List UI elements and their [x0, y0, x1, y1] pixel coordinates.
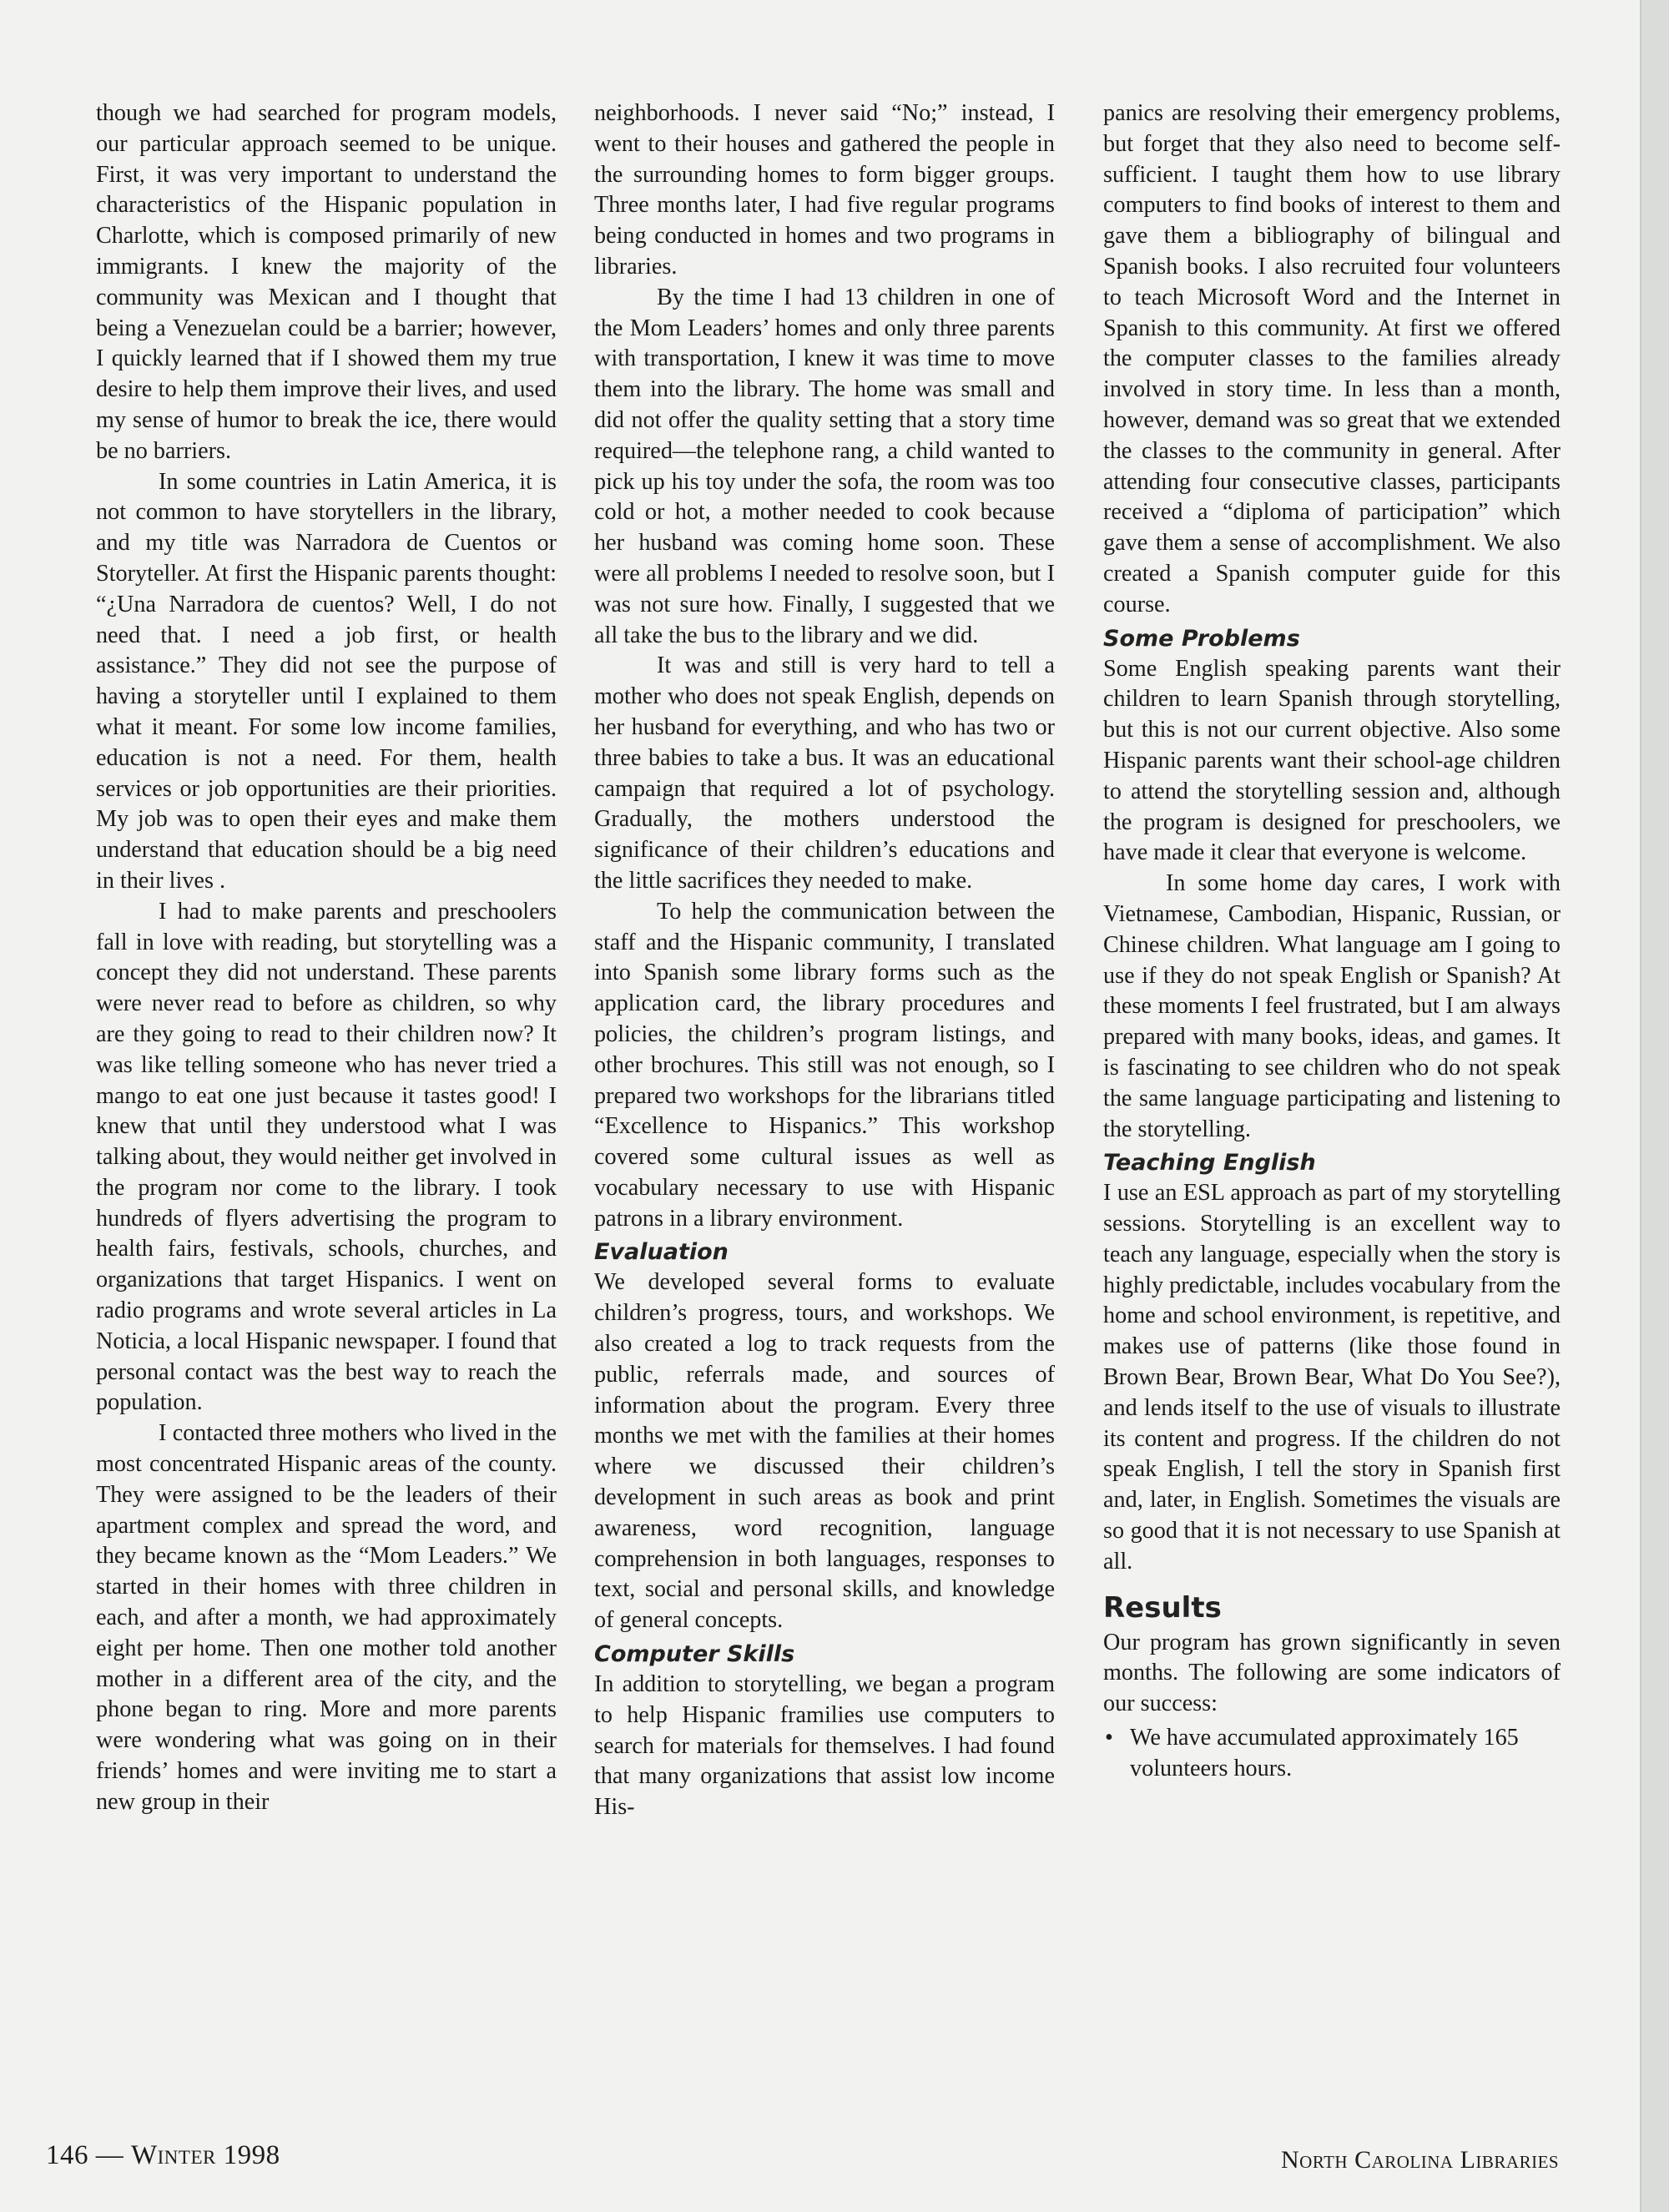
issue-season: Winter 1998: [131, 2140, 280, 2170]
results-list: [1103, 1723, 1561, 1785]
paragraph: Some English speaking parents want their children to learn Spanish through storytelling, but this is not our current objective. Also some Hispanic parents want their school-age children to attend the storytelling session and, although the program is designed for preschoolers, we have made it clear that everyone is welcome.: [1103, 655, 1561, 866]
paragraph: I use an ESL approach as part of my storytelling sessions. Storytelling is an excellent way to teach any language, especially when the story is highly predictable, includes vocabulary from the home and school environment, is repetitive, and makes use of patterns (like those found in Brown Bear, Brown Bear, What Do You See?), and lends itself to the use of visuals to illustrate its content and progress. If the children do not speak English, I tell the story in Spanish first and, later, in English. Sometimes the visuals are so good that it is not necessary to use Spanish at all.: [1103, 1180, 1561, 1575]
paragraph: It was and still is very hard to tell a mother who does not speak English, depends on her husband for everything, and who has two or three babies to take a bus. It was an educational campaign that required a lot of psychology. Gradually, the mothers understood the significance of their children’s educations and the little sacrifices they needed to make.: [594, 653, 1055, 894]
paragraph: panics are resolving their emergency problems, but forget that they also need to become self-sufficient. I taught them how to use library computers to find books of interest to them and gave them a bibliography of bilingual and Spanish books. I also recruited four volunteers to teach Microsoft Word and the Internet in Spanish to this community. At first we offered the computer classes to the families already involved in story time. In less than a month, however, demand was so great that we extended the classes to the community in general. After attending four consecutive classes, participants received a “diploma of participation” which gave them a sense of accomplishment. We also created a Spanish computer guide for this course.: [1103, 100, 1561, 617]
folio-dash: —: [95, 2140, 124, 2170]
page-number: 146: [46, 2140, 88, 2170]
bullet-icon: •: [1105, 1725, 1113, 1751]
paragraph: In some countries in Latin America, it is not common to have storytellers in the library, and my title was Narradora de Cuentos or Storyteller. At first the Hispanic parents thought: “¿Una Narradora de cuentos? Well, I do not need that. I need a job first, or health assistance.” They did not see the purpose of having a storyteller until I explained to them what it meant. For some low income families, education is not a need. For them, health services or job opportunities are their priorities. My job was to open their eyes and make them understand that education should be a big need in their lives .: [96, 468, 557, 894]
text-column-2: [594, 98, 1055, 1823]
section-heading-computer-skills: Computer Skills: [594, 1641, 795, 1668]
text-column-3: [1103, 98, 1561, 1785]
paragraph: neighborhoods. I never said “No;” instead, I went to their houses and gathered the people in the surrounding homes to form bigger groups. Three months later, I had five regular programs being conducted in homes and two programs in libraries.: [594, 100, 1055, 280]
paragraph: I had to make parents and preschoolers fall in love with reading, but storytelling was a concept they did not understand. These parents were never read to before as children, so why are they going to read to their children now? It was like telling someone who has never tried a mango to eat one just because it tastes good! I knew that until they understood what I was talking about, they would neither get involved in the program nor come to the library. I took hundreds of flyers advertising the program to health fairs, festivals, schools, churches, and organizations that target Hispanics. I went on radio programs and wrote several articles in La Noticia, a local Hispanic newspaper. I found that personal contact was the best way to reach the population.: [96, 898, 557, 1416]
list-item: [1103, 1723, 1561, 1785]
section-heading-teaching-english: Teaching English: [1103, 1150, 1316, 1177]
paragraph: We developed several forms to evaluate children’s progress, tours, and workshops. We also created a log to track requests from the public, referrals made, and sources of information about the program. Every three months we met with the families at their homes where we discussed their children’s development in such areas as book and print awareness, word recognition, language comprehension in both languages, responses to text, social and personal skills, and knowledge of general concepts.: [594, 1269, 1055, 1634]
paragraph: To help the communication between the staff and the Hispanic community, I translated into Spanish some library forms such as the application card, the library procedures and policies, the children’s program listings, and other brochures. This still was not enough, so I prepared two workshops for the librarians titled “Excellence to Hispanics.” This workshop covered some cultural issues as well as vocabulary necessary to use with Hispanic patrons in a library environment.: [594, 898, 1055, 1232]
page-edge: [1640, 0, 1669, 2212]
paragraph: I contacted three mothers who lived in the most concentrated Hispanic areas of the county. They were assigned to be the leaders of their apartment complex and spread the word, and they became known as the “Mom Leaders.” We started in their homes with three children in each, and after a month, we had approximately eight per home. Then one mother told another mother in a different area of the city, and the phone began to ring. More and more parents were wondering what was going on in their friends’ homes and were inviting me to start a new group in their: [96, 1420, 557, 1815]
section-heading-some-problems: Some Problems: [1103, 625, 1300, 652]
section-heading-evaluation: Evaluation: [594, 1239, 729, 1266]
publication-name: North Carolina Libraries: [1281, 2146, 1560, 2174]
paragraph: Our program has grown significantly in seven months. The following are some indicators of our success:: [1103, 1629, 1561, 1717]
text-column-1: [96, 98, 557, 1818]
list-item-text: We have accumulated approximately 165 volunteers hours.: [1130, 1725, 1519, 1781]
page-folio: [46, 2140, 280, 2171]
paragraph: By the time I had 13 children in one of the Mom Leaders’ homes and only three parents with transportation, I knew it was time to move them into the library. The home was small and did not offer the quality setting that a story time required—the telephone rang, a child wanted to pick up his toy under the sofa, the room was too cold or hot, a mother needed to cook because her husband was coming home soon. These were all problems I needed to resolve soon, but I was not sure how. Finally, I suggested that we all take the bus to the library and we did.: [594, 284, 1055, 648]
paragraph: though we had searched for program models, our particular approach seemed to be unique. First, it was very important to understand the characteristics of the Hispanic population in Charlotte, which is composed primarily of new immigrants. I knew the majority of the community was Mexican and I thought that being a Venezuelan could be a barrier; however, I quickly learned that if I showed them my true desire to help them improve their lives, and used my sense of humor to break the ice, there would be no barriers.: [96, 100, 557, 464]
paragraph: In some home day cares, I work with Vietnamese, Cambodian, Hispanic, Russian, or Chinese children. What language am I going to use if they do not speak English or Spanish? At these moments I feel frustrated, but I am always prepared with many books, ideas, and games. It is fascinating to see children who do not speak the same language participating and listening to the storytelling.: [1103, 870, 1561, 1142]
section-heading-results: Results: [1103, 1590, 1222, 1625]
paragraph: In addition to storytelling, we began a program to help Hispanic framilies use computers to search for materials for themselves. I had found that many organizations that assist low income His-: [594, 1671, 1055, 1821]
